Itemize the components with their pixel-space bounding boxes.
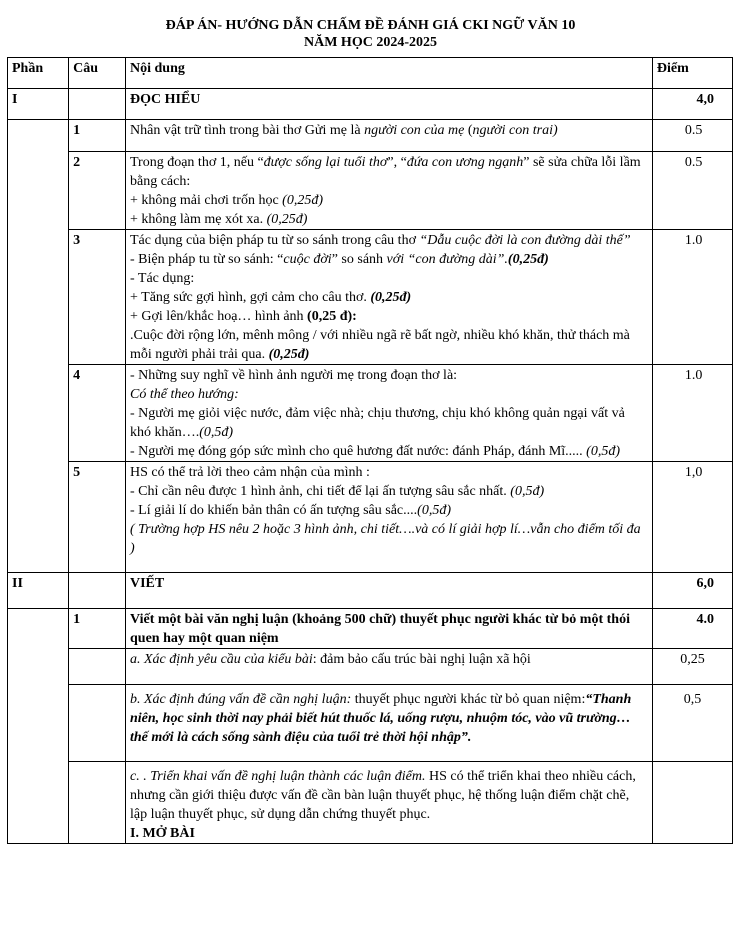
- question-content: Viết một bài văn nghị luận (khoảng 500 chữ) thuyết phục người khác từ bỏ một thói quen hay một quan niệm: [126, 609, 653, 649]
- section-number: I: [8, 89, 69, 120]
- criteria-row-a: [8, 649, 733, 685]
- question-number: 1: [69, 120, 126, 152]
- section-number: II: [8, 573, 69, 609]
- question-content: - Những suy nghĩ về hình ảnh người mẹ trong đoạn thơ là: Có thể theo hướng: - Người mẹ giỏi việc nước, đảm việc nhà; chịu thương, chịu khó không quản ngại vất vả khó khăn….(0,5đ) - Người mẹ đóng góp sức mình cho quê hương đất nước: đánh Pháp, đánh Mĩ..... (0,5đ): [126, 365, 653, 462]
- header-phan: Phần: [8, 58, 69, 89]
- question-row-3: [8, 230, 733, 365]
- section-row-reading: [8, 89, 733, 120]
- question-score: 0.5: [652, 152, 732, 230]
- criteria-score: 0,5: [652, 685, 732, 762]
- question-score: 4.0: [652, 609, 732, 649]
- question-number: 1: [69, 609, 126, 649]
- header-cau: Câu: [69, 58, 126, 89]
- question-content: Trong đoạn thơ 1, nếu “được sống lại tuổi thơ”, “đứa con ương ngạnh” sẽ sửa chữa lỗi lầm bằng cách: + không mải chơi trốn học (0,25đ) + không làm mẹ xót xa. (0,25đ): [126, 152, 653, 230]
- question-number: 3: [69, 230, 126, 365]
- section-title: VIẾT: [126, 573, 653, 609]
- section-score: 6,0: [652, 573, 732, 609]
- question-row-5: [8, 462, 733, 573]
- title-line-1: ĐÁP ÁN- HƯỚNG DẪN CHẤM ĐỀ ĐÁNH GIÁ CKI NGỮ VĂN 10: [165, 18, 576, 33]
- criteria-content: a. Xác định yêu cầu của kiểu bài: đảm bảo cấu trúc bài nghị luận xã hội: [126, 649, 653, 685]
- table-header-row: [8, 58, 733, 89]
- question-content: HS có thể trả lời theo cảm nhận của mình : - Chỉ cần nêu được 1 hình ảnh, chi tiết để lại ấn tượng sâu sắc nhất. (0,5đ) - Lí giải lí do khiến bản thân có ấn tượng sâu sắc....(0,5đ) ( Trường hợp HS nêu 2 hoặc 3 hình ảnh, chi tiết….và có lí giải hợp lí…vẫn cho điểm tối đa ): [126, 462, 653, 573]
- question-number: 5: [69, 462, 126, 573]
- question-row-1: [8, 120, 733, 152]
- criteria-content: b. Xác định đúng vấn đề cần nghị luận: thuyết phục người khác từ bỏ quan niệm:“Thanh niên, học sinh thời nay phải biết hút thuốc lá, uống rượu, nhuộm tóc, vào vũ trường…thế mới là cách sống sành điệu của tuổi trẻ thời hội nhập”.: [126, 685, 653, 762]
- writing-question-row-1: [8, 609, 733, 649]
- section-row-writing: [8, 573, 733, 609]
- criteria-content: c. . Triển khai vấn đề nghị luận thành các luận điểm. HS có thể triển khai theo nhiều cách, nhưng cần giới thiệu được vấn đề cần bàn luận thuyết phục, hệ thống luận điểm chặt chẽ, lập luận thuyết phục, sử dụng dẫn chứng thuyết phục. I. MỞ BÀI: [126, 762, 653, 844]
- question-number: 4: [69, 365, 126, 462]
- question-row-4: [8, 365, 733, 462]
- question-content: Nhân vật trữ tình trong bài thơ Gửi mẹ là người con của mẹ (người con trai): [126, 120, 653, 152]
- section-score: 4,0: [652, 89, 732, 120]
- header-noidung: Nội dung: [126, 58, 653, 89]
- criteria-row-b: [8, 685, 733, 762]
- question-score: 1.0: [652, 230, 732, 365]
- answer-table: [7, 57, 733, 844]
- criteria-score: 0,25: [652, 649, 732, 685]
- question-score: 0.5: [652, 120, 732, 152]
- question-content: Tác dụng của biện pháp tu từ so sánh trong câu thơ “Dẫu cuộc đời là con đường dài thế” - Biện pháp tu từ so sánh: “cuộc đời” so sánh với “con đường dài”.(0,25đ) - Tác dụng: + Tăng sức gợi hình, gợi cảm cho câu thơ. (0,25đ) + Gợi lên/khắc hoạ… hình ảnh (0,25 đ): .Cuộc đời rộng lớn, mênh mông / với nhiều ngã rẽ bất ngờ, nhiều khó khăn, thử thách mà mỗi người phải trải qua. (0,25đ): [126, 230, 653, 365]
- question-score: 1.0: [652, 365, 732, 462]
- section-title: ĐỌC HIỂU: [126, 89, 653, 120]
- document-title: [0, 17, 741, 51]
- criteria-row-c: [8, 762, 733, 844]
- title-line-2: NĂM HỌC 2024-2025: [304, 35, 437, 50]
- question-score: 1,0: [652, 462, 732, 573]
- question-row-2: [8, 152, 733, 230]
- question-number: 2: [69, 152, 126, 230]
- header-diem: Điểm: [652, 58, 732, 89]
